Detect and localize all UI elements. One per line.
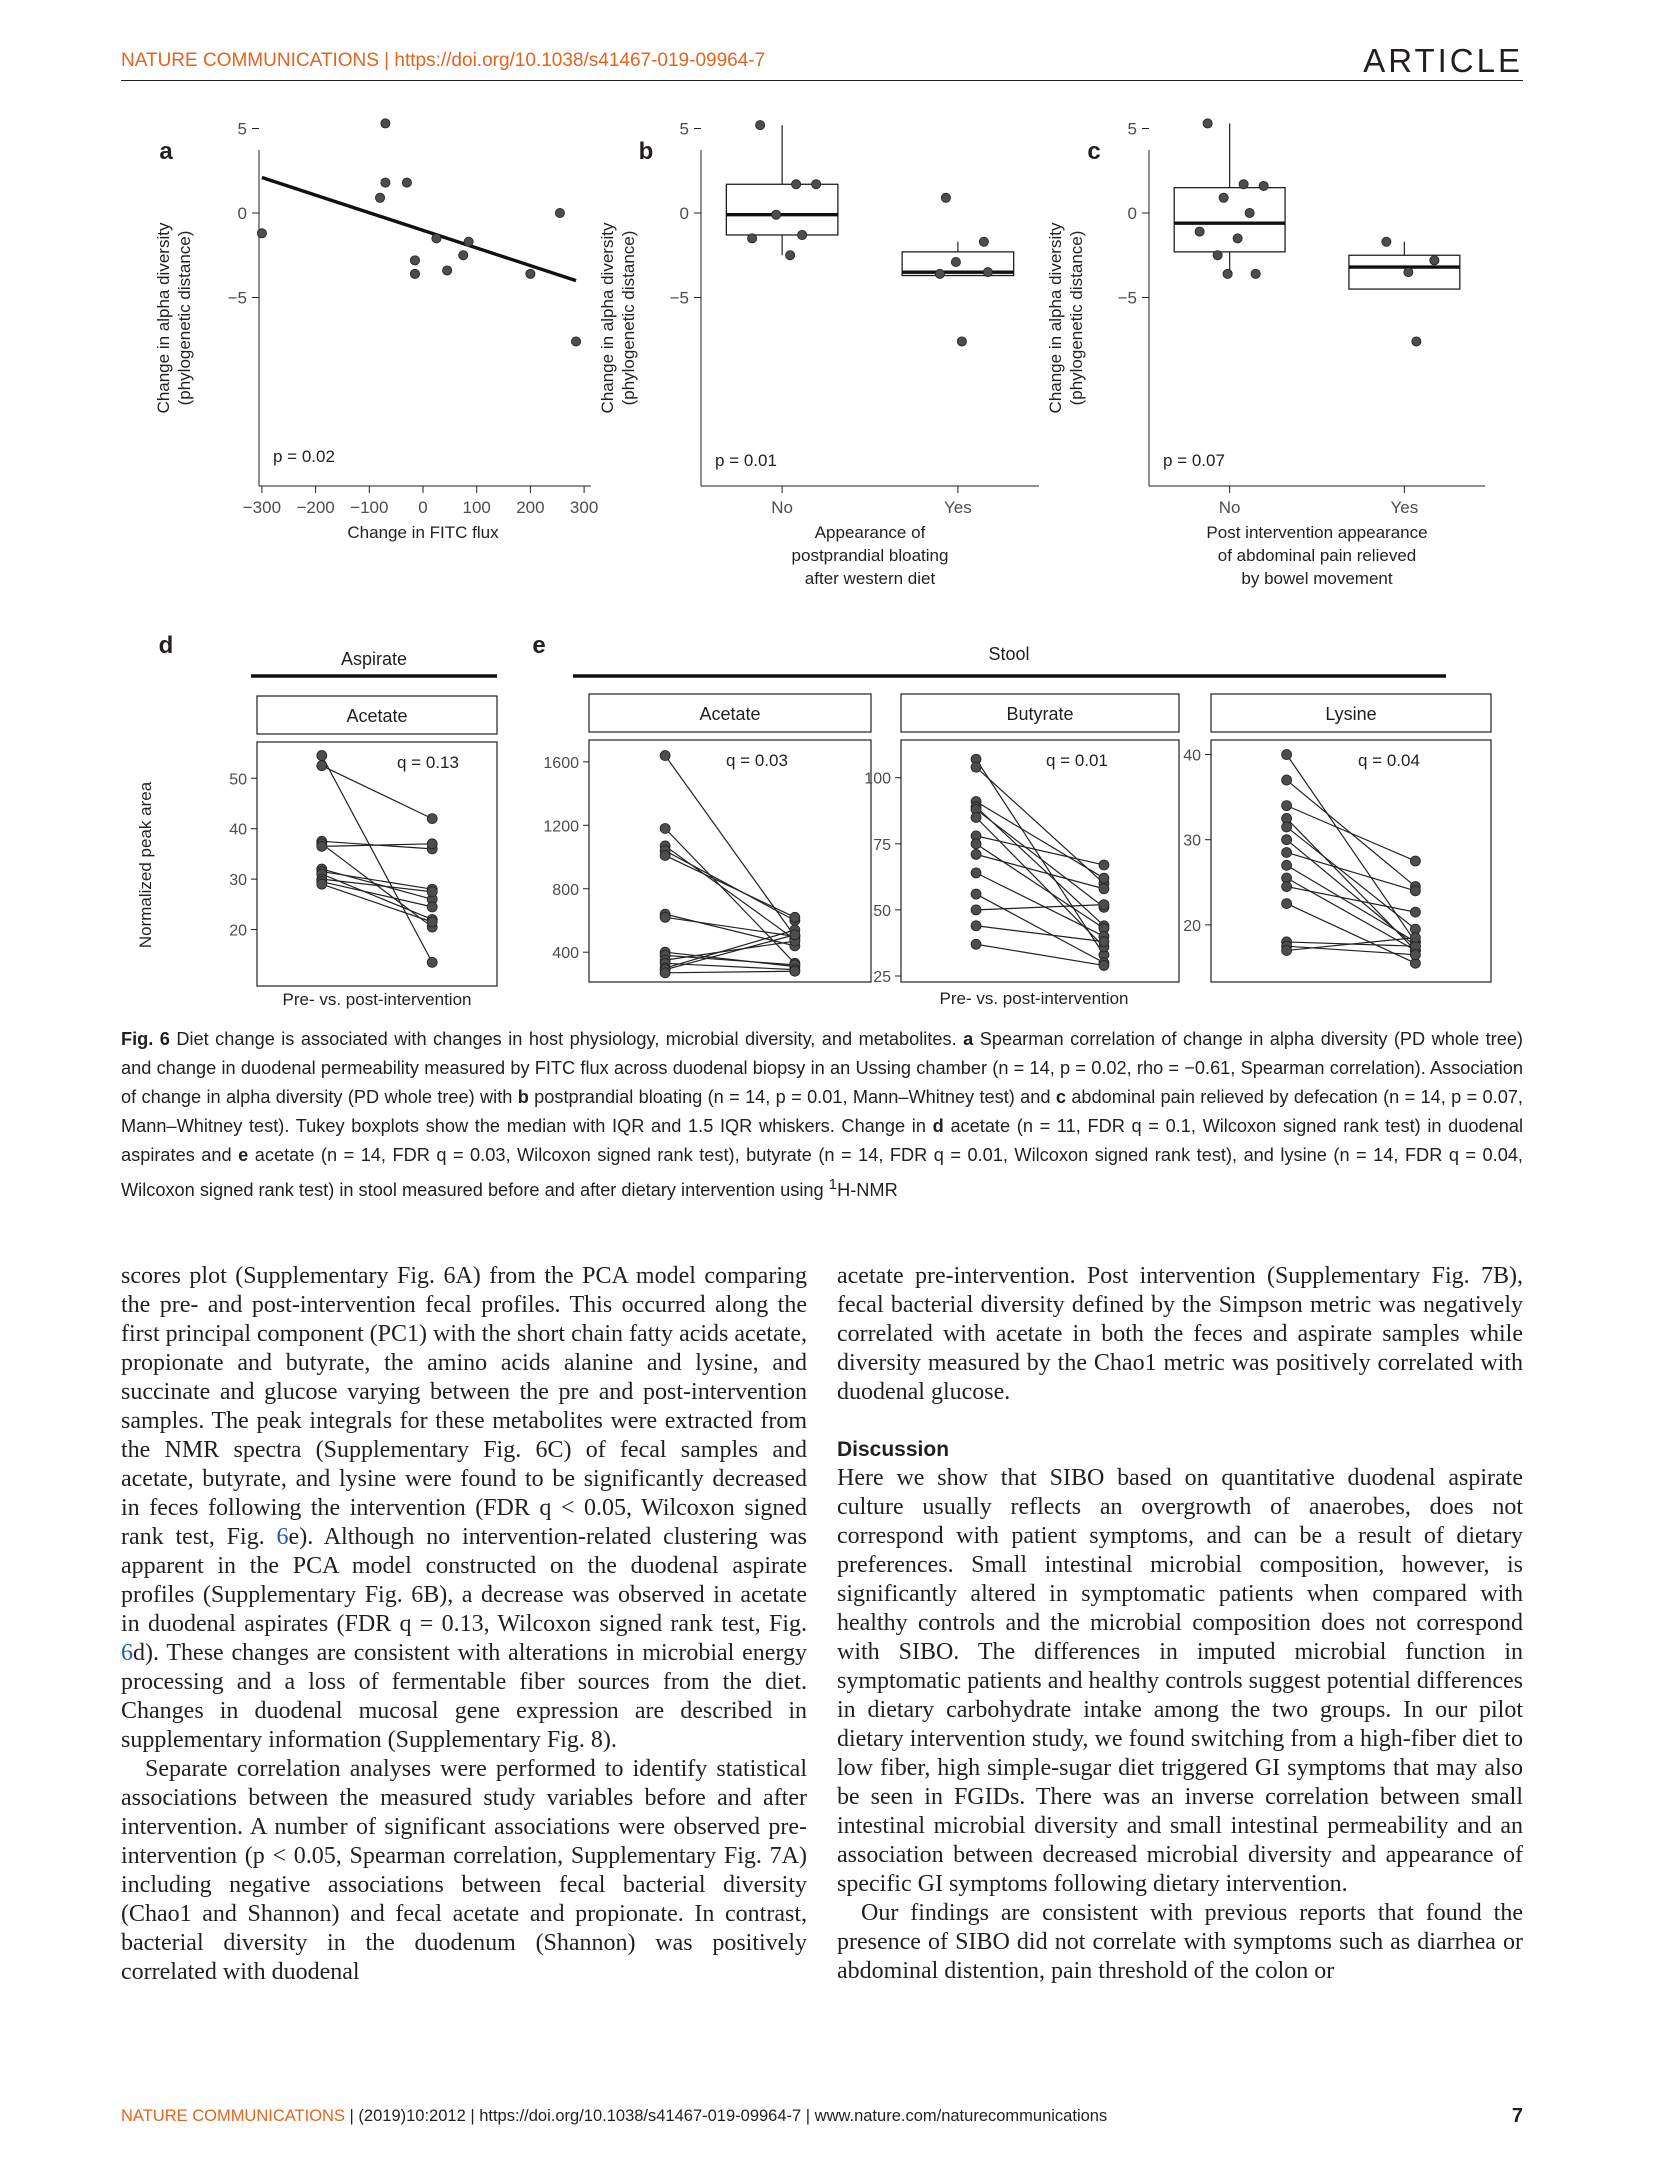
post-point <box>427 887 437 897</box>
pre-point <box>660 823 670 833</box>
caption-sup: 1 <box>828 1176 838 1193</box>
data-point <box>935 269 944 278</box>
footer-journal: NATURE COMMUNICATIONS <box>121 2107 345 2125</box>
p-value-label: p = 0.02 <box>273 447 335 466</box>
pair-line <box>665 756 795 937</box>
y-tick-label: 50 <box>873 902 891 920</box>
group-label: Aspirate <box>340 649 408 669</box>
pair-line <box>665 828 795 963</box>
y-axis-label: Change in alpha diversity <box>1046 222 1065 414</box>
y-tick-label: 40 <box>1183 747 1201 765</box>
pre-point <box>1282 835 1292 845</box>
y-tick-label: 1200 <box>543 818 579 836</box>
pre-point <box>660 968 670 978</box>
strip-label: Acetate <box>346 706 408 726</box>
regression-line <box>262 178 576 281</box>
box <box>726 184 838 235</box>
pair-line <box>665 971 795 973</box>
post-point <box>1410 933 1420 943</box>
data-point <box>983 268 992 277</box>
data-point <box>1430 256 1439 265</box>
post-point <box>790 966 800 976</box>
strip-label: Acetate <box>699 704 761 724</box>
panel-letter: c <box>1087 138 1101 165</box>
y-tick-label: −5 <box>1117 288 1137 308</box>
caption-text-c: abdominal pain relieved by defecation (n = 14, p = 0.07, Mann–Whitney test). Tukey boxplots show the median with IQR and 1.5 IQR whiskers. Change in <box>121 1087 1523 1136</box>
scatter-point <box>381 178 390 187</box>
caption-text-d: acetate (n = 11, FDR q = 0.1, Wilcoxon signed rank test) in duodenal aspirates and <box>121 1116 1524 1165</box>
post-point <box>427 839 437 849</box>
x-tick-label: 300 <box>569 498 599 517</box>
pair-line <box>665 855 795 917</box>
pre-point <box>1282 750 1292 760</box>
data-point <box>1195 227 1204 236</box>
post-point <box>1410 950 1420 960</box>
caption-label-b: b <box>517 1087 529 1107</box>
y-tick-label: 50 <box>229 771 247 789</box>
data-point <box>1382 237 1391 246</box>
data-point <box>1404 268 1413 277</box>
header-sep: | <box>378 50 395 71</box>
y-tick-label: 40 <box>229 821 247 839</box>
y-tick-label: 1600 <box>543 754 579 772</box>
y-axis-label: (phylogenetic distance) <box>175 230 194 406</box>
pre-point <box>1282 899 1292 909</box>
y-tick-label: 0 <box>1127 204 1137 223</box>
scatter-point <box>410 256 419 265</box>
caption-label-d: d <box>932 1116 944 1136</box>
caption-label-e: e <box>238 1145 249 1165</box>
post-point <box>1099 884 1109 894</box>
pre-point <box>971 921 981 931</box>
pair-line <box>1287 904 1416 964</box>
pre-point <box>971 905 981 915</box>
x-axis-label: Change in FITC flux <box>347 523 499 542</box>
scatter-point <box>459 251 468 260</box>
pair-line <box>1287 938 1416 951</box>
scatter-point <box>381 119 390 128</box>
plot-frame <box>1211 740 1491 982</box>
x-axis-label: postprandial bloating <box>791 546 949 565</box>
post-point <box>427 917 437 927</box>
data-point <box>1239 180 1248 189</box>
panel-b <box>598 120 1039 589</box>
pre-point <box>1282 882 1292 892</box>
post-point <box>1099 900 1109 910</box>
x-axis-label: Pre- vs. post-intervention <box>939 989 1129 1008</box>
panel-letter: b <box>638 138 654 165</box>
figure-ref-link[interactable]: 6 <box>276 1524 289 1550</box>
text-run: scores plot (Supplementary Fig. 6A) from the PCA model comparing the pre- and post-intervention fecal profiles. This occurred along the first principal component (PC1) with the short chain fatty acids acetate, propionate and butyrate, the amino acids alanine and lysine, and succinate and glucose varying between the pre and post-intervention samples. The peak integrals for these metabolites were extracted from the NMR spectra (Supplementary Fig. 6C) of fecal samples and acetate, butyrate, and lysine were found to be significantly decreased in feces following the intervention (FDR q < 0.05, Wilcoxon signed rank test, Fig. <box>121 1263 807 1550</box>
pre-point <box>1282 775 1292 785</box>
x-tick-label: 0 <box>418 498 428 517</box>
scatter-point <box>464 237 473 246</box>
scatter-point <box>526 269 535 278</box>
y-axis-label: Normalized peak area <box>136 781 155 949</box>
pair-line <box>665 941 795 960</box>
pair-line <box>665 846 795 940</box>
body-column-right <box>837 1262 1523 1986</box>
post-point <box>427 902 437 912</box>
x-tick-label: −300 <box>242 498 282 517</box>
pre-point <box>317 879 327 889</box>
pre-point <box>971 849 981 859</box>
data-point <box>748 234 757 243</box>
post-point <box>1410 856 1420 866</box>
post-point <box>427 814 437 824</box>
data-point <box>1213 251 1222 260</box>
pre-point <box>971 762 981 772</box>
y-tick-label: 0 <box>679 204 689 223</box>
figure-svg <box>121 119 1521 1010</box>
pair-line <box>665 930 795 968</box>
pre-point <box>317 751 327 761</box>
page-number: 7 <box>1511 2105 1523 2127</box>
y-axis-label: (phylogenetic distance) <box>619 230 638 406</box>
pre-point <box>1282 860 1292 870</box>
post-point <box>1099 873 1109 883</box>
pre-point <box>971 939 981 949</box>
figure-6 <box>121 119 1521 1010</box>
pre-point <box>1282 801 1292 811</box>
post-point <box>790 912 800 922</box>
footer-citation: | (2019)10:2012 | https://doi.org/10.1038/s41467-019-09964-7 | www.nature.com/naturecommunications <box>344 2107 1108 2125</box>
pre-point <box>317 841 327 851</box>
data-point <box>1223 269 1232 278</box>
pre-point <box>317 761 327 771</box>
scatter-point <box>402 178 411 187</box>
pre-point <box>1282 822 1292 832</box>
x-axis-label: by bowel movement <box>1241 569 1393 588</box>
section-heading-discussion: Discussion <box>837 1438 950 1461</box>
x-axis-label: Post intervention appearance <box>1206 523 1428 542</box>
header-journal: NATURE COMMUNICATIONS <box>121 50 379 71</box>
text-run: d). These changes are consistent with alterations in microbial energy processing and a loss of fermentable fiber sources from the diet. Changes in duodenal mucosal gene expression are described in supplementary information (Supplementary Fig. 8). <box>121 1640 807 1753</box>
pre-point <box>971 839 981 849</box>
x-tick-label: 100 <box>462 498 491 517</box>
data-point <box>1245 208 1254 217</box>
section-label: ARTICLE <box>1363 42 1523 79</box>
caption-label-a: a <box>963 1029 974 1049</box>
post-point <box>427 957 437 967</box>
data-point <box>1233 234 1242 243</box>
paragraph: Here we show that SIBO based on quantitative duodenal aspirate culture usually reflects an overgrowth of anaerobes, does not correspond with patient symptoms, and can be a result of dietary preferences. Small intestinal microbial composition, however, is significantly altered in symptomatic patients when compared with healthy controls and the microbial composition does not correspond with SIBO. The differences in imputed microbial function in symptomatic patients and healthy controls suggest potential differences in dietary carbohydrate intake among the two groups. In our pilot dietary intervention study, we found switching from a high-fiber diet to low fiber, high simple-sugar diet triggered GI symptoms that may also be seen in FGIDs. There was an inverse correlation between small intestinal microbial diversity and small intestinal permeability and an association between decreased microbial diversity and appearance of specific GI symptoms following dietary intervention. <box>837 1465 1523 1897</box>
y-tick-label: 800 <box>552 881 579 899</box>
paragraph <box>121 1262 807 1755</box>
group-label: Stool <box>988 644 1030 664</box>
data-point <box>812 180 821 189</box>
category-label: Yes <box>1390 498 1419 517</box>
post-point <box>790 930 800 940</box>
scatter-point <box>555 208 564 217</box>
caption-title: Diet change is associated with changes in host physiology, microbial diversity, and metabolites. <box>176 1029 957 1049</box>
data-point <box>1251 269 1260 278</box>
data-point <box>792 180 801 189</box>
pre-point <box>1282 945 1292 955</box>
scatter-point <box>571 337 580 346</box>
y-tick-label: 5 <box>1127 119 1137 139</box>
y-tick-label: 25 <box>873 969 891 986</box>
caption-text-e: acetate (n = 14, FDR q = 0.03, Wilcoxon signed rank test), butyrate (n = 14, FDR q = 0.01, Wilcoxon signed rank test), and lysine (n = 14, FDR q = 0.04, Wilcoxon signed rank test) in stool measured before and after dietary intervention using <box>121 1145 1523 1201</box>
category-label: Yes <box>944 498 972 517</box>
figure-ref-link[interactable]: 6 <box>121 1640 133 1666</box>
y-tick-label: −5 <box>669 288 689 308</box>
pair-line <box>322 756 432 963</box>
pre-point <box>1282 847 1292 857</box>
paragraph: Our findings are consistent with previous reports that found the presence of SIBO did not correlate with symptoms such as diarrhea or abdominal distention, pain threshold of the colon or <box>837 1900 1523 1984</box>
post-point <box>1099 960 1109 970</box>
y-axis-label: Change in alpha diversity <box>598 222 617 414</box>
y-tick-label: 20 <box>229 922 247 940</box>
data-point <box>786 251 795 260</box>
y-tick-label: 30 <box>1183 832 1201 850</box>
text-run: e). Although no intervention-related clustering was apparent in the PCA model constructed on the duodenal aspirate profiles (Supplementary Fig. 6B), a decrease was observed in acetate in duodenal aspirates (FDR q = 0.13, Wilcoxon signed rank test, Fig. <box>121 1524 807 1637</box>
running-header <box>121 50 765 72</box>
caption-text-end: H-NMR <box>837 1180 898 1201</box>
figure-caption <box>121 1025 1523 1205</box>
data-point <box>1219 193 1228 202</box>
pair-line <box>1287 887 1416 913</box>
y-tick-label: 5 <box>237 119 247 139</box>
pre-point <box>660 912 670 922</box>
panel-letter: e <box>532 632 546 659</box>
caption-label-c: c <box>1055 1087 1066 1107</box>
pair-line <box>322 766 432 819</box>
pair-line <box>1287 806 1416 861</box>
panel-e <box>532 632 1491 1008</box>
strip-label: Butyrate <box>1006 704 1074 724</box>
pair-line <box>665 851 795 921</box>
pair-line <box>322 844 432 847</box>
x-axis-label: after western diet <box>804 569 936 588</box>
p-value-label: p = 0.07 <box>1163 451 1225 470</box>
panel-d <box>136 632 497 1009</box>
pair-line <box>665 914 795 946</box>
y-tick-label: −5 <box>227 288 247 308</box>
q-value-label: q = 0.01 <box>1046 751 1108 770</box>
y-axis-label: Change in alpha diversity <box>154 222 173 414</box>
caption-fig-label: Fig. 6 <box>121 1029 170 1049</box>
page-footer <box>121 2107 1523 2126</box>
plot-frame <box>901 740 1179 982</box>
y-tick-label: 30 <box>229 872 247 890</box>
data-point <box>1412 337 1421 346</box>
post-point <box>1410 886 1420 896</box>
q-value-label: q = 0.03 <box>726 751 788 770</box>
pre-point <box>660 850 670 860</box>
y-tick-label: 0 <box>237 204 247 223</box>
scatter-point <box>410 269 419 278</box>
category-label: No <box>1218 498 1241 517</box>
category-label: No <box>771 498 793 517</box>
x-axis-label: Pre- vs. post-intervention <box>282 990 472 1009</box>
data-point <box>1259 181 1268 190</box>
data-point <box>957 337 966 346</box>
body-column-left <box>121 1262 807 1987</box>
x-tick-label: 200 <box>516 498 545 517</box>
pre-point <box>971 812 981 822</box>
data-point <box>772 210 781 219</box>
header-doi-link[interactable]: https://doi.org/10.1038/s41467-019-09964-7 <box>394 50 766 71</box>
scatter-point <box>375 193 384 202</box>
strip-label: Lysine <box>1325 704 1377 724</box>
x-tick-label: −200 <box>296 498 335 517</box>
x-axis-label: Appearance of <box>814 523 926 542</box>
caption-text-a: Spearman correlation of change in alpha diversity (PD whole tree) and change in duodenal permeability measured by FITC flux across duodenal biopsy in an Ussing chamber (n = 14, p = 0.02, rho = −0.61, Spearman correlation). Association of change in alpha diversity (PD whole tree) with <box>121 1029 1523 1107</box>
pair-line <box>665 917 795 936</box>
pair-line <box>1287 865 1416 942</box>
pre-point <box>971 868 981 878</box>
plot-frame <box>257 742 497 986</box>
y-tick-label: 5 <box>679 119 689 139</box>
scatter-point <box>257 229 266 238</box>
panel-c <box>1046 119 1485 588</box>
post-point <box>1099 937 1109 947</box>
post-point <box>1410 907 1420 917</box>
pre-point <box>971 889 981 899</box>
paragraph: acetate pre-intervention. Post intervention (Supplementary Fig. 7B), fecal bacterial diversity defined by the Simpson metric was negatively correlated with acetate in both the feces and aspirate samples while diversity measured by the Chao1 metric was positively correlated with duodenal glucose. <box>837 1263 1523 1405</box>
q-value-label: q = 0.04 <box>1358 751 1420 770</box>
y-tick-label: 75 <box>873 836 891 854</box>
y-axis-label: (phylogenetic distance) <box>1067 230 1086 406</box>
data-point <box>798 230 807 239</box>
post-point <box>1099 860 1109 870</box>
scatter-point <box>432 234 441 243</box>
pair-line <box>976 809 1104 907</box>
panel-letter: d <box>158 632 174 659</box>
data-point <box>1203 119 1212 128</box>
pair-line <box>1287 946 1416 955</box>
panel-a <box>154 119 598 542</box>
y-tick-label: 400 <box>552 945 579 963</box>
p-value-label: p = 0.01 <box>715 451 777 470</box>
data-point <box>756 121 765 130</box>
caption-text-b: postprandial bloating (n = 14, p = 0.01, Mann–Whitney test) and <box>534 1087 1051 1107</box>
x-tick-label: −100 <box>350 498 389 517</box>
pre-point <box>660 751 670 761</box>
data-point <box>951 257 960 266</box>
scatter-point <box>443 266 452 275</box>
data-point <box>941 193 950 202</box>
box <box>1174 188 1285 252</box>
panel-letter: a <box>159 138 173 165</box>
y-tick-label: 100 <box>864 770 891 788</box>
pair-line <box>976 854 1104 888</box>
q-value-label: q = 0.13 <box>397 753 459 772</box>
plot-frame <box>589 740 871 982</box>
pair-line <box>976 944 1104 965</box>
y-tick-label: 20 <box>1183 917 1201 935</box>
header-rule <box>121 80 1523 81</box>
data-point <box>979 237 988 246</box>
paragraph: Separate correlation analyses were performed to identify statistical associations between the measured study variables before and after intervention. A number of significant associations were observed pre-intervention (p < 0.05, Spearman correlation, Supplementary Fig. 7A) including negative associations between fecal bacterial diversity (Chao1 and Shannon) and fecal acetate and propionate. In contrast, bacterial diversity in the duodenum (Shannon) was positively correlated with duodenal <box>121 1756 807 1985</box>
x-axis-label: of abdominal pain relieved <box>1217 546 1417 565</box>
